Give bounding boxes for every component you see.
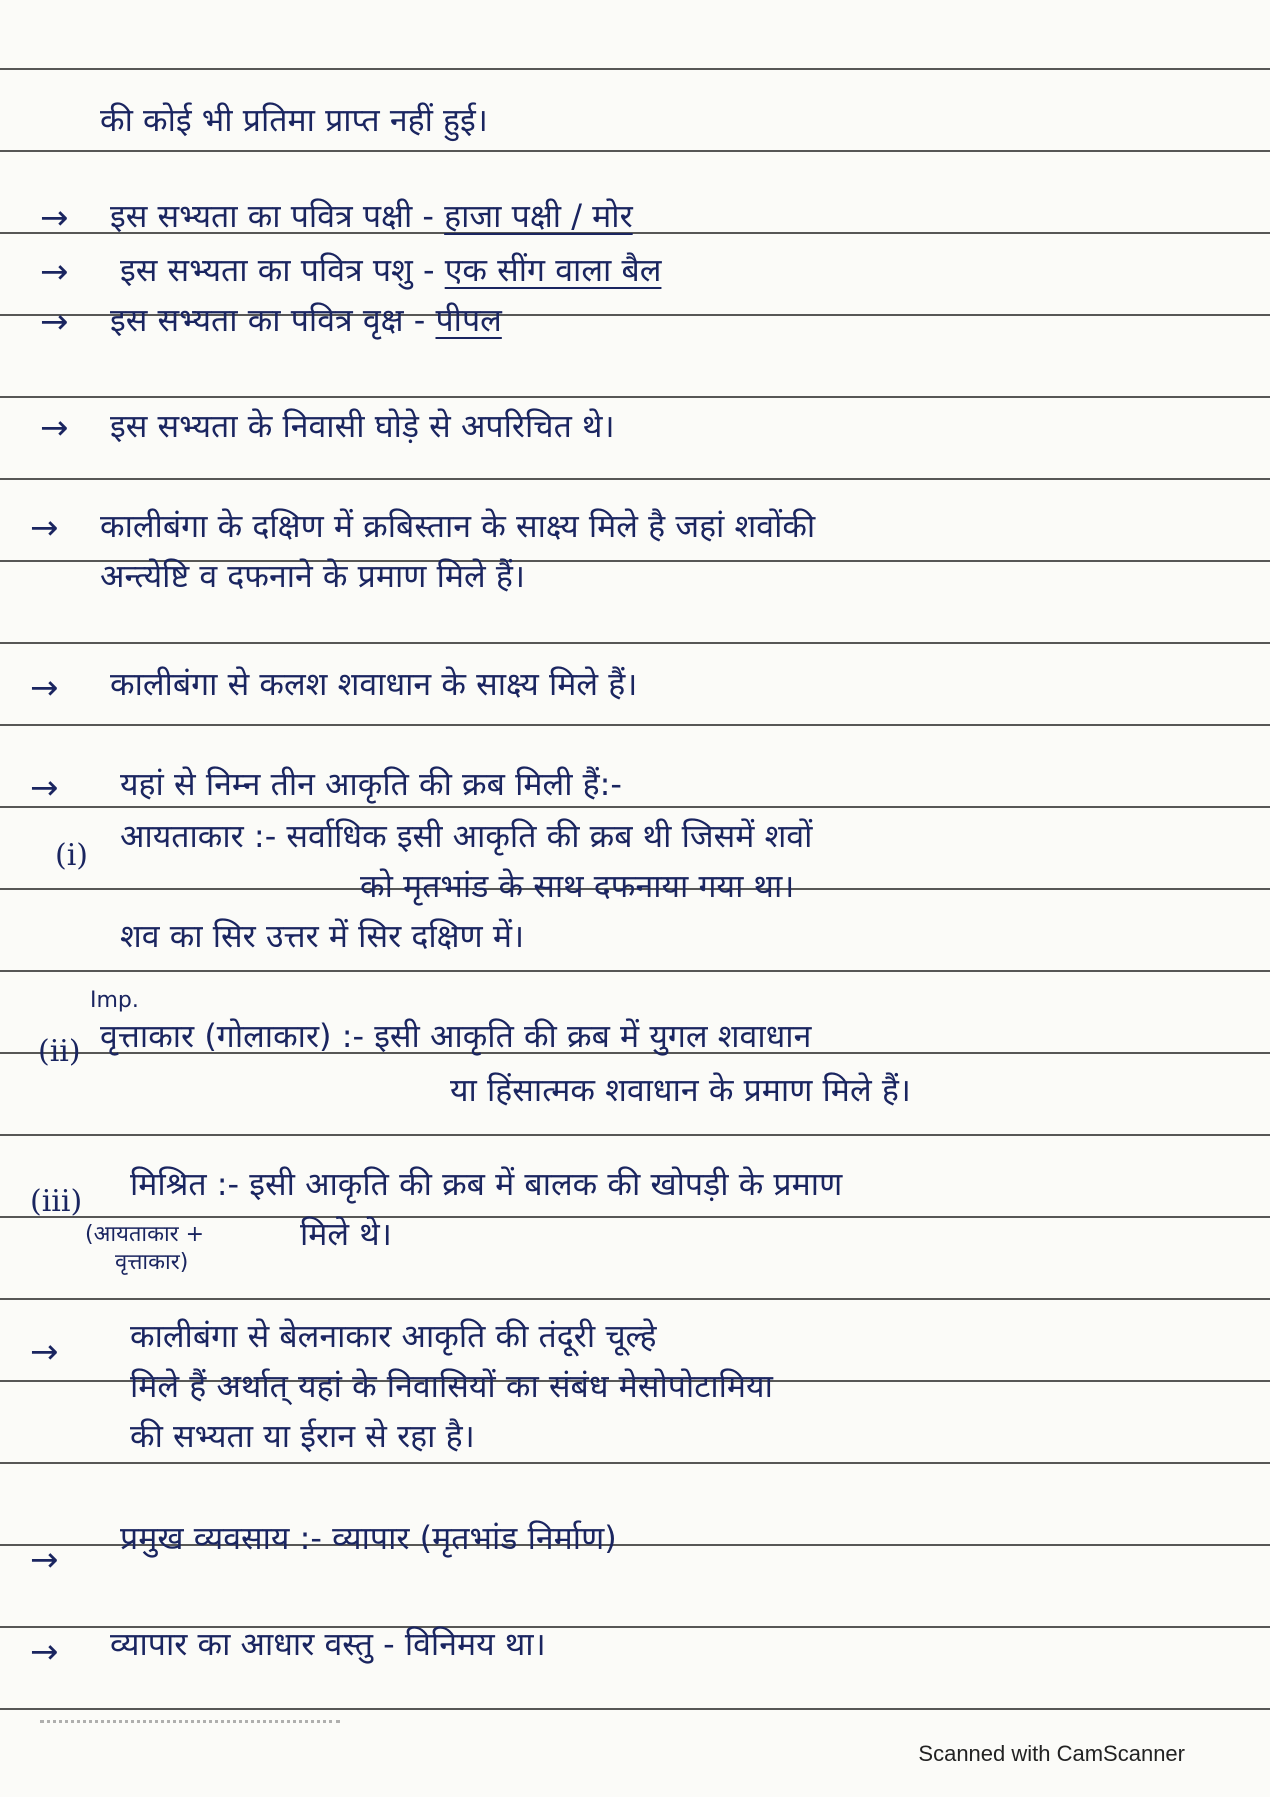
list-marker: (ii): [38, 1034, 81, 1069]
note-underlined-text: एक सींग वाला बैल: [444, 251, 662, 289]
faded-scribble: [40, 1720, 340, 1737]
arrow-icon: →: [40, 252, 69, 292]
note-text: इस सभ्यता का पवित्र वृक्ष -: [110, 301, 426, 339]
note-line: की कोई भी प्रतिमा प्राप्त नहीं हुई।: [100, 101, 488, 139]
arrow-icon: →: [30, 1632, 59, 1672]
ruled-line: [0, 68, 1270, 70]
note-line: वृत्ताकार (गोलाकार) :- इसी आकृति की क्रब में युगल शवाधान: [100, 1017, 812, 1055]
note-line: (आयताकार +: [85, 1222, 205, 1247]
note-line: [120, 250, 661, 290]
camscanner-watermark: Scanned with CamScanner: [918, 1741, 1185, 1766]
ruled-line: [0, 724, 1270, 726]
note-line: कालीबंगा से बेलनाकार आकृति की तंदूरी चूल्हे: [130, 1317, 657, 1355]
note-line: वृत्ताकार): [115, 1250, 189, 1275]
note-line: शव का सिर उत्तर में सिर दक्षिण में।: [120, 917, 525, 955]
note-text: इस सभ्यता का पवित्र पशु -: [120, 251, 435, 289]
arrow-icon: →: [40, 198, 69, 238]
arrow-icon: →: [30, 668, 59, 708]
note-line: [110, 196, 633, 236]
ruled-line: [0, 806, 1270, 808]
ruled-line: [0, 1134, 1270, 1136]
arrow-icon: →: [30, 768, 59, 808]
arrow-icon: →: [30, 508, 59, 548]
note-line: इस सभ्यता के निवासी घोड़े से अपरिचित थे।: [110, 407, 615, 445]
note-line: [110, 300, 502, 340]
note-line: यहां से निम्न तीन आकृति की क्रब मिली हैं:-: [120, 765, 622, 803]
note-line: आयताकार :- सर्वाधिक इसी आकृति की क्रब थी जिसमें शवों: [120, 817, 813, 855]
note-text: इस सभ्यता का पवित्र पक्षी -: [110, 197, 434, 235]
ruled-line: [0, 642, 1270, 644]
note-line: मिले थे।: [300, 1215, 392, 1253]
ruled-line: [0, 1216, 1270, 1218]
list-marker: (iii): [30, 1184, 83, 1219]
ruled-line: [0, 396, 1270, 398]
note-line: व्यापार का आधार वस्तु - विनिमय था।: [110, 1625, 546, 1663]
note-line: मिश्रित :- इसी आकृति की क्रब में बालक की खोपड़ी के प्रमाण: [130, 1165, 843, 1203]
note-line: प्रमुख व्यवसाय :- व्यापार (मृतभांड निर्माण): [120, 1519, 617, 1557]
ruled-line: [0, 150, 1270, 152]
ruled-line: [0, 1708, 1270, 1710]
note-line: या हिंसात्मक शवाधान के प्रमाण मिले हैं।: [450, 1071, 911, 1109]
arrow-icon: →: [30, 1540, 59, 1580]
imp-note: Imp.: [90, 988, 139, 1013]
note-line: कालीबंगा से कलश शवाधान के साक्ष्य मिले हैं।: [110, 665, 638, 703]
ruled-line: [0, 1462, 1270, 1464]
note-line: की सभ्यता या ईरान से रहा है।: [130, 1417, 475, 1455]
ruled-line: [0, 970, 1270, 972]
note-line: मिले हैं अर्थात् यहां के निवासियों का संबंध मेसोपोटामिया: [130, 1367, 773, 1405]
note-line: अन्त्येष्टि व दफनाने के प्रमाण मिले हैं।: [100, 557, 526, 595]
arrow-icon: →: [30, 1332, 59, 1372]
ruled-line: [0, 1298, 1270, 1300]
arrow-icon: →: [40, 408, 69, 448]
note-line: को मृतभांड के साथ दफनाया गया था।: [360, 867, 795, 905]
note-underlined-text: हाजा पक्षी / मोर: [444, 197, 633, 235]
note-line: कालीबंगा के दक्षिण में क्रबिस्तान के साक्ष्य मिले है जहां शवोंकी: [100, 507, 816, 545]
note-underlined-text: पीपल: [435, 301, 502, 339]
list-marker: (i): [55, 838, 89, 873]
arrow-icon: →: [40, 302, 69, 342]
ruled-line: [0, 478, 1270, 480]
